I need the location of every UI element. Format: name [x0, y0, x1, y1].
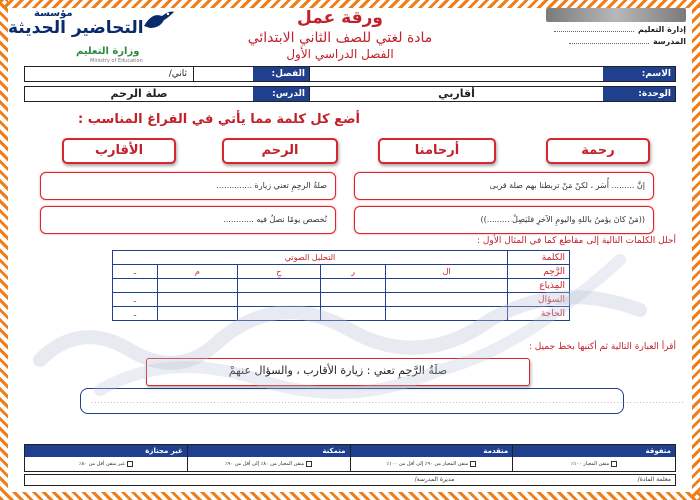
question-3-heading: أقرأ العبارة التالية ثم أكتبها بخط جميل :	[528, 342, 676, 352]
analysis-header: التحليل الصوتي	[113, 251, 508, 265]
word-header: الكلمة	[508, 251, 570, 265]
class-value: ثاني/	[168, 69, 187, 79]
rubric-level: متقدمة متقن المعيار من ٩٠٪ إلى أقل من ١٠٠٪	[350, 445, 513, 471]
rubric-level: متمكنة متقن المعيار من ٨٠٪ إلى أقل من ٩٠٪	[187, 445, 350, 471]
table-row	[113, 279, 570, 293]
kingdom-emblem-text	[546, 8, 686, 22]
checkbox-icon	[470, 461, 476, 467]
checkbox-icon	[611, 461, 617, 467]
word-cell: الرَّحِم	[508, 265, 570, 279]
publisher-logo	[8, 6, 178, 64]
unit-value: أقاربي	[309, 87, 603, 101]
principal-signature[interactable]: مديرة المدرسة/	[414, 476, 455, 483]
subject-line: مادة لغتي للصف الثاني الابتدائي	[247, 30, 433, 46]
assessment-rubric	[24, 444, 676, 472]
table-row: ـ الحاجة	[113, 307, 570, 321]
table-row: ـ م حِ ر ال الرَّحِم	[113, 265, 570, 279]
class-field-blank[interactable]	[193, 67, 253, 81]
decorative-border-right	[692, 0, 700, 500]
checkbox-icon	[306, 461, 312, 467]
decorative-border-bottom	[0, 492, 700, 500]
rubric-level: متفوقة متقن المعيار ١٠٠٪	[512, 445, 675, 471]
worksheet-title-block	[190, 8, 490, 61]
ministry-name: وزارة التعليم	[76, 46, 140, 57]
checkbox-icon	[127, 461, 133, 467]
word-cell: السؤال	[508, 293, 570, 307]
word-option[interactable]: الأقارب	[62, 138, 176, 164]
teacher-signature[interactable]: معلمة المادة/	[637, 476, 671, 483]
kingdom-header	[526, 8, 686, 60]
school-line: المدرسة	[526, 37, 686, 46]
logo-top-text: مؤسسة	[34, 8, 73, 19]
class-label: الفصل:	[253, 67, 309, 81]
ministry-name-en: Ministry of Education	[90, 58, 143, 64]
fill-blank-sentence[interactable]: إنَّ ......... أُسَر ، لكنْ مَنْ تربطنا بهم صلة قربى	[354, 172, 654, 200]
bird-icon	[142, 8, 176, 32]
lesson-label: الدرس:	[253, 87, 309, 101]
lesson-info-row	[24, 86, 676, 102]
student-info-row	[24, 66, 676, 82]
signature-row	[24, 474, 676, 486]
word-cell: الحاجة	[508, 307, 570, 321]
handwriting-line[interactable]: ........................................................................................................................................................................................	[80, 388, 624, 414]
fill-blank-sentence[interactable]: صلةُ الرحِمِ تعني زيارة ..............	[40, 172, 336, 200]
unit-label: الوحدة:	[603, 87, 675, 101]
word-option[interactable]: الرحم	[222, 138, 338, 164]
word-option[interactable]: رحمة	[546, 138, 650, 164]
rubric-level: غير مجتازة غير متقن أقل من ٨٠٪	[25, 445, 187, 471]
worksheet-title: ورقة عمل	[297, 8, 383, 28]
term-line: الفصل الدراسي الأول	[286, 47, 394, 61]
model-sentence: صلَةُ الرَّحِمِ تعني : زيارة الأقارب ، والسؤال عنهمْ	[146, 358, 530, 386]
fill-blank-sentence[interactable]: ((مَنْ كانَ يؤمنُ باللهِ واليومِ الآخرِ فليَصِلْ .........))	[354, 206, 654, 234]
lesson-value: صلة الرحم	[110, 87, 168, 100]
education-admin-line: إدارة التعليم	[526, 25, 686, 34]
name-label: الاسم:	[603, 67, 675, 81]
table-row: ـ السؤال	[113, 293, 570, 307]
logo-brand-text: التحاضير الحديثة	[8, 18, 144, 38]
word-cell: المِذياع	[508, 279, 570, 293]
decorative-border-left	[0, 0, 8, 500]
question-2-heading: أحلل الكلمات التالية إلى مقاطع كما في المثال الأول :	[476, 236, 676, 246]
question-1-heading: أضع كل كلمة مما يأتي في الفراغ المناسب :	[78, 112, 360, 127]
syllable-analysis-table	[112, 250, 570, 321]
name-field[interactable]	[309, 67, 603, 81]
fill-blank-sentence[interactable]: نُخصص يومًا نصلُ فيه ............	[40, 206, 336, 234]
word-option[interactable]: أرحامنا	[378, 138, 496, 164]
